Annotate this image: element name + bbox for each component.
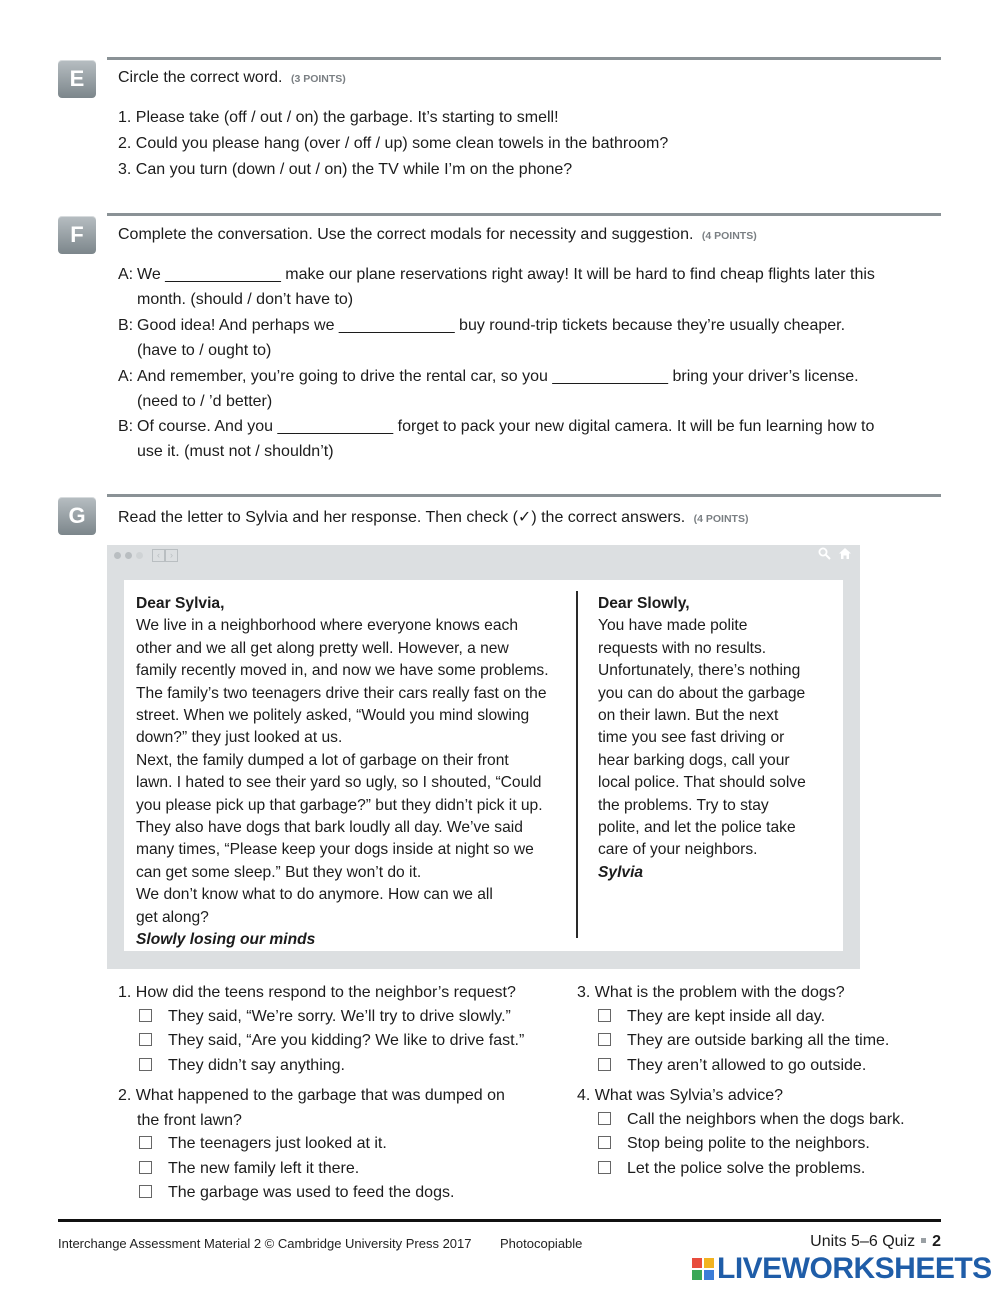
letter-line: get along? <box>136 908 209 926</box>
window-dot <box>125 552 132 559</box>
checkbox[interactable] <box>139 1033 152 1046</box>
letter-line: family recently moved in, and now we have some problems. <box>136 662 549 680</box>
checkbox[interactable] <box>139 1136 152 1149</box>
browser-frame <box>107 545 860 969</box>
section-f-instruction <box>118 226 757 244</box>
answer-option[interactable] <box>598 1111 905 1129</box>
section-g-badge: G <box>58 497 96 535</box>
letter-line: you please pick up that garbage?” but they didn’t pick it up. <box>136 796 543 814</box>
letter-line: down?” they just looked at us. <box>136 729 343 747</box>
dialogue-text[interactable]: Of course. And you _____________ forget to pack your new digital camera. It will be fun learning how to <box>137 418 875 435</box>
response-signature: Sylvia <box>598 863 644 881</box>
letter-signature: Slowly losing our minds <box>136 931 316 949</box>
letter-line: Next, the family dumped a lot of garbage on their front <box>136 751 509 769</box>
section-g-rule <box>107 494 941 497</box>
option-label: The garbage was used to feed the dogs. <box>168 1184 455 1201</box>
section-e-badge: E <box>58 60 96 98</box>
option-label: Let the police solve the problems. <box>627 1160 866 1177</box>
question-g3: 3. What is the problem with the dogs? <box>577 984 845 1001</box>
response-line: time you see fast driving or <box>598 729 785 747</box>
units-label: Units 5–6 Quiz <box>810 1233 916 1250</box>
option-label: They said, “We’re sorry. We’ll try to drive slowly.” <box>168 1008 511 1025</box>
footer-quiz-label <box>810 1233 941 1251</box>
footer-rule <box>58 1219 941 1222</box>
response-greeting: Dear Slowly, <box>598 595 690 612</box>
letter-greeting: Dear Sylvia, <box>136 595 225 612</box>
logo-icon <box>692 1258 714 1280</box>
speaker: A: <box>118 368 134 385</box>
points-label: (4 POINTS) <box>701 230 757 242</box>
checkbox[interactable] <box>598 1058 611 1071</box>
answer-option[interactable] <box>139 1057 345 1075</box>
response-line: requests with no results. <box>598 639 767 657</box>
answer-option[interactable] <box>139 1135 387 1153</box>
response-line: you can do about the garbage <box>598 684 806 702</box>
instruction-text: Read the letter to Sylvia and her response. Then check (✓) the correct answers. <box>118 509 686 526</box>
points-label: (4 POINTS) <box>693 513 749 525</box>
section-f-badge: F <box>58 216 96 254</box>
letter-line: lawn. I hated to see their yard so ugly, so I shouted, “Could <box>136 774 542 792</box>
dialogue-text[interactable]: We _____________ make our plane reservations right away! It will be hard to find cheap flights later this <box>137 266 875 283</box>
page-number: 2 <box>932 1233 941 1250</box>
dialogue-continuation: (have to / ought to) <box>137 341 272 359</box>
response-line: You have made polite <box>598 617 748 635</box>
checkbox[interactable] <box>139 1058 152 1071</box>
letter-line: other and we all get along pretty well. However, a new <box>136 639 509 657</box>
dialogue-continuation: (need to / ’d better) <box>137 392 273 410</box>
response-line: hear barking dogs, call your <box>598 751 790 769</box>
chevron-left-icon: ‹ <box>152 549 165 562</box>
answer-option[interactable] <box>139 1008 511 1026</box>
response-line: polite, and let the police take <box>598 819 796 837</box>
checkbox[interactable] <box>139 1185 152 1198</box>
browser-toolbar <box>107 545 860 565</box>
checkbox[interactable] <box>598 1033 611 1046</box>
option-label: Call the neighbors when the dogs bark. <box>627 1111 905 1128</box>
question-e3: 3. Can you turn (down / out / on) the TV while I’m on the phone? <box>118 161 573 178</box>
window-dot <box>114 552 121 559</box>
option-label: Stop being polite to the neighbors. <box>627 1135 870 1152</box>
letter-line: The family’s two teenagers drive their cars really fast on the <box>136 684 547 702</box>
search-icon <box>818 547 831 563</box>
question-g4: 4. What was Sylvia’s advice? <box>577 1087 784 1104</box>
logo-text: LIVEWORKSHEETS <box>717 1252 992 1285</box>
question-g2 <box>118 1084 505 1133</box>
separator-square <box>921 1238 926 1243</box>
answer-option[interactable] <box>139 1184 454 1202</box>
letter-to-sylvia <box>136 593 549 952</box>
dialogue-continuation: use it. (must not / shouldn’t) <box>137 442 334 460</box>
chevron-right-icon: › <box>165 549 178 562</box>
instruction-text: Complete the conversation. Use the correct modals for necessity and suggestion. <box>118 226 694 243</box>
instruction-text: Circle the correct word. <box>118 69 283 86</box>
answer-option[interactable] <box>139 1160 359 1178</box>
home-icon <box>838 547 852 563</box>
speaker: B: <box>118 317 134 334</box>
points-label: (3 POINTS) <box>290 73 346 85</box>
option-label: They didn’t say anything. <box>168 1057 345 1074</box>
question-text: the front lawn? <box>137 1111 242 1129</box>
checkbox[interactable] <box>598 1136 611 1149</box>
dialogue-continuation: month. (should / don’t have to) <box>137 290 354 308</box>
letter-line: We live in a neighborhood where everyone knows each <box>136 617 518 635</box>
question-g1: 1. How did the teens respond to the neighbor’s request? <box>118 984 516 1001</box>
sylvia-response <box>598 593 806 884</box>
answer-option[interactable] <box>598 1057 866 1075</box>
option-label: They are outside barking all the time. <box>627 1032 890 1049</box>
option-label: They said, “Are you kidding? We like to drive fast.” <box>168 1032 525 1049</box>
response-line: Unfortunately, there’s nothing <box>598 662 801 680</box>
section-g-instruction <box>118 507 748 527</box>
liveworksheets-logo <box>692 1254 992 1284</box>
dialogue-line-1 <box>118 263 908 312</box>
response-line: the problems. Try to stay <box>598 796 769 814</box>
answer-option[interactable] <box>598 1008 825 1026</box>
letter-divider <box>576 591 578 938</box>
section-e-instruction <box>118 69 346 87</box>
letter-line: They also have dogs that bark loudly all day. We’ve said <box>136 819 523 837</box>
question-text: 2. What happened to the garbage that was dumped on <box>118 1087 505 1104</box>
section-e-rule <box>107 57 941 60</box>
answer-option[interactable] <box>139 1032 524 1050</box>
window-dot <box>136 552 143 559</box>
dialogue-text[interactable]: Good idea! And perhaps we _____________ buy round-trip tickets because they’re usually cheaper. <box>137 317 846 334</box>
checkbox[interactable] <box>598 1112 611 1125</box>
checkbox[interactable] <box>139 1161 152 1174</box>
letter-line: many times, “Please keep your dogs inside at night so we <box>136 841 534 859</box>
footer-photocopiable: Photocopiable <box>500 1236 583 1251</box>
letter-line: can get some sleep.” But they won’t do it. <box>136 863 422 881</box>
dialogue-line-4 <box>118 415 908 464</box>
answer-option[interactable] <box>598 1032 889 1050</box>
footer-copyright: Interchange Assessment Material 2 © Cambridge University Press 2017 <box>58 1236 472 1251</box>
dialogue-line-3 <box>118 365 908 414</box>
option-label: The teenagers just looked at it. <box>168 1135 387 1152</box>
checkbox[interactable] <box>598 1161 611 1174</box>
dialogue-text[interactable]: And remember, you’re going to drive the rental car, so you _____________ bring your driver’s license. <box>137 368 859 385</box>
checkbox[interactable] <box>598 1009 611 1022</box>
question-e2: 2. Could you please hang (over / off / up) some clean towels in the bathroom? <box>118 135 669 152</box>
letter-page <box>124 580 843 951</box>
response-line: care of your neighbors. <box>598 841 758 859</box>
letter-line: We don’t know what to do anymore. How can we all <box>136 886 493 904</box>
option-label: They are kept inside all day. <box>627 1008 826 1025</box>
option-label: They aren’t allowed to go outside. <box>627 1057 867 1074</box>
speaker: B: <box>118 418 134 435</box>
option-label: The new family left it there. <box>168 1160 360 1177</box>
response-line: local police. That should solve <box>598 774 806 792</box>
answer-option[interactable] <box>598 1135 870 1153</box>
question-e1: 1. Please take (off / out / on) the garbage. It’s starting to smell! <box>118 109 559 126</box>
response-line: on their lawn. But the next <box>598 707 779 725</box>
checkbox[interactable] <box>139 1009 152 1022</box>
speaker: A: <box>118 266 134 283</box>
dialogue-line-2 <box>118 314 908 363</box>
letter-line: street. When we politely asked, “Would you mind slowing <box>136 707 530 725</box>
section-f-rule <box>107 213 941 216</box>
answer-option[interactable] <box>598 1160 865 1178</box>
